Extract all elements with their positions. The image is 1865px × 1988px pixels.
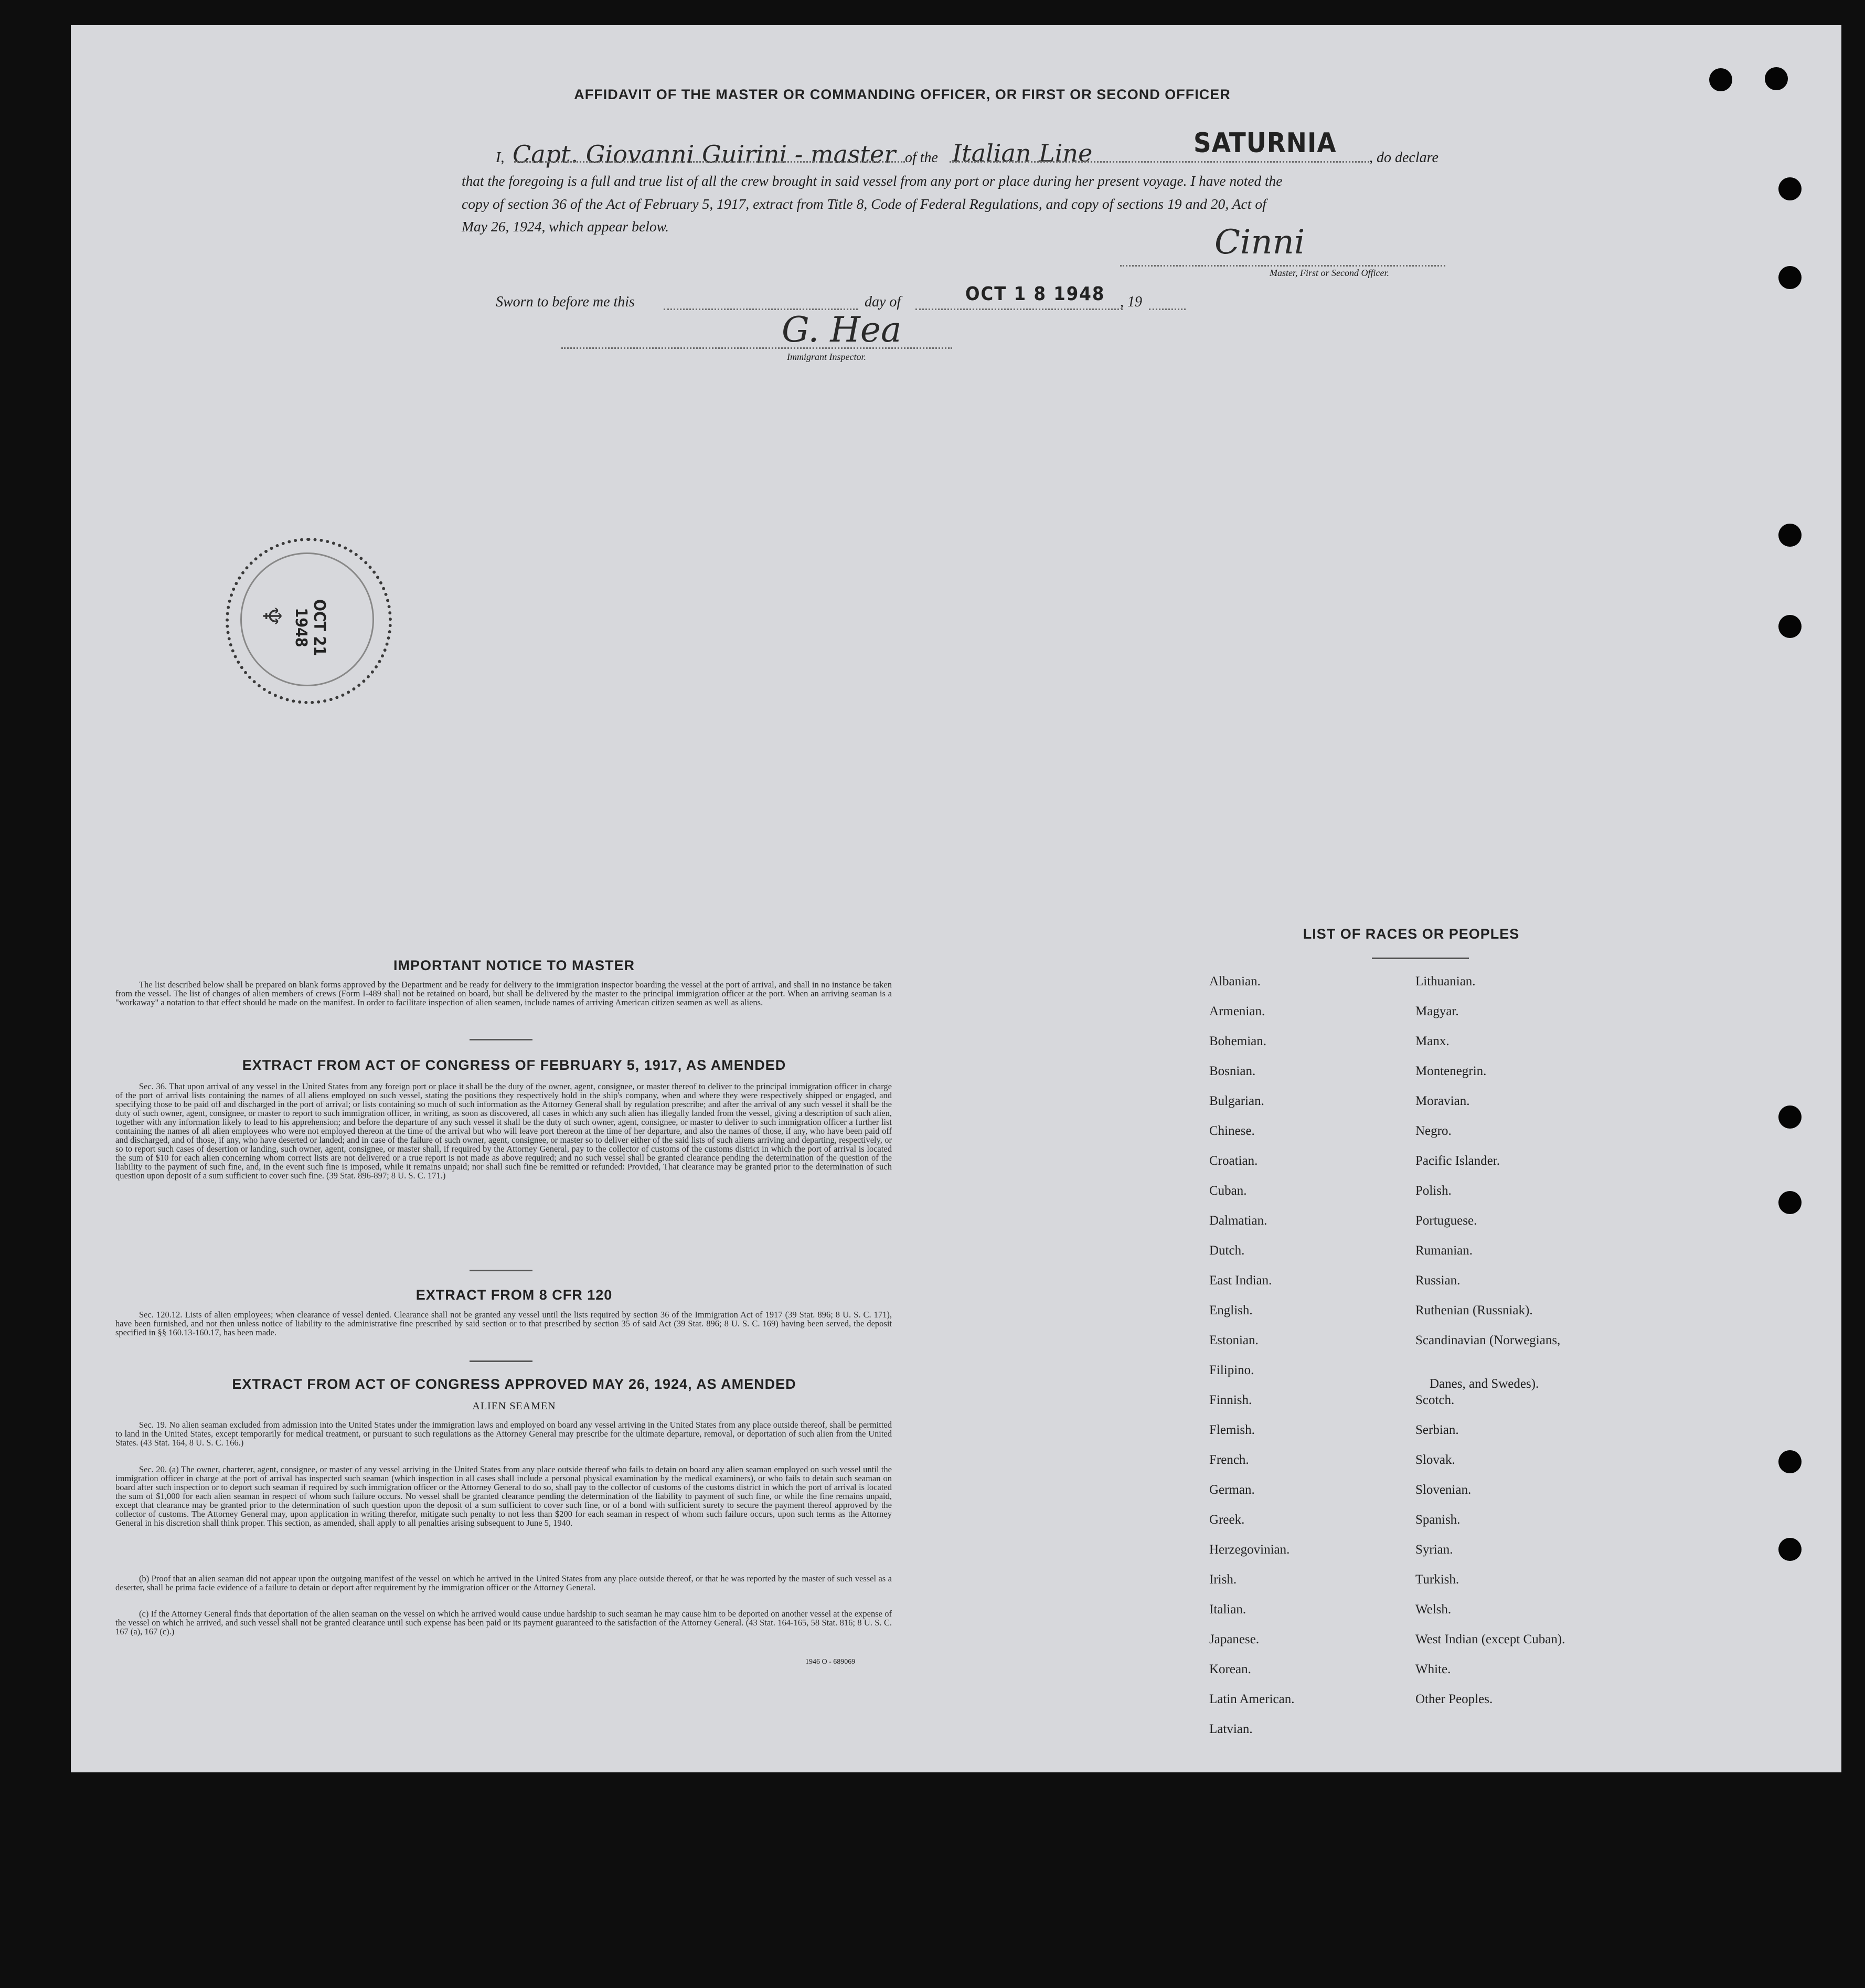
race-item: French.	[1209, 1453, 1249, 1467]
race-item: Estonian.	[1209, 1333, 1259, 1347]
inspector-signature: G. Hea	[782, 310, 902, 350]
extract-1924-sec20b: (b) Proof that an alien seaman did not appear upon the outgoing manifest of the vessel on which he arrived in the United States from any place outside thereof, or that he was reported by the master of such vessel as a deserter, shall be prima facie evidence of a failure to detain or deport after requirement by the immigration officer or the Attorney General.	[115, 1574, 892, 1592]
race-item: Finnish.	[1209, 1393, 1252, 1407]
punch-hole	[1778, 615, 1802, 638]
race-item: Syrian.	[1415, 1543, 1453, 1557]
affidavit-line-1	[496, 127, 1448, 176]
race-item: Bulgarian.	[1209, 1094, 1264, 1108]
race-item: Rumanian.	[1415, 1243, 1473, 1258]
extract-1917-title: EXTRACT FROM ACT OF CONGRESS OF FEBRUARY 5, 1917, AS AMENDED	[242, 1057, 786, 1073]
seal-symbol-icon: ♆	[257, 604, 285, 628]
race-item: White.	[1415, 1662, 1451, 1676]
race-item: Bohemian.	[1209, 1034, 1267, 1048]
race-item: East Indian.	[1209, 1273, 1272, 1288]
master-signature-line	[1120, 265, 1445, 267]
year-prefix: , 19	[1120, 294, 1142, 310]
race-item: Portuguese.	[1415, 1214, 1477, 1228]
extract-1924-title: EXTRACT FROM ACT OF CONGRESS APPROVED MAY 26, 1924, AS AMENDED	[232, 1376, 796, 1392]
race-item: Cuban.	[1209, 1184, 1247, 1198]
punch-hole	[1765, 67, 1788, 90]
cfr-title: EXTRACT FROM 8 CFR 120	[415, 1287, 613, 1303]
master-signature: Cinni	[1214, 223, 1305, 262]
master-signature-label: Master, First or Second Officer.	[1270, 268, 1389, 278]
race-item: Greek.	[1209, 1513, 1245, 1527]
race-item: Italian.	[1209, 1602, 1246, 1617]
divider	[470, 1360, 532, 1362]
race-item: Montenegrin.	[1415, 1064, 1487, 1078]
date-line	[915, 309, 1123, 310]
race-item: West Indian (except Cuban).	[1415, 1632, 1565, 1646]
race-item: Korean.	[1209, 1662, 1251, 1676]
i-prefix: I,	[496, 150, 505, 166]
race-item: Irish.	[1209, 1572, 1237, 1587]
date-stamp: OCT 1 8 1948	[965, 283, 1105, 305]
seal-date: OCT 21 1948	[292, 599, 328, 656]
extract-1917-body: Sec. 36. That upon arrival of any vessel in the United States from any foreign port or place it shall be the duty of the owner, agent, consignee, or master thereof to deliver to the principal immigration officer in charge of the port of arrival lists containing the names of all aliens employed on such vessel, stating the positions they respectively hold in the ship's company, when and where they were respectively shipped or engaged, and specifying those to be paid off and discharged in the port of arrival; or lists containing so much of such information as the Attorney General shall by regulation prescribe; and after the arrival of any such vessel it shall be the duty of such owner, agent, consignee, or master to report to such immigration officer, in writing, as soon as discovered, all cases in which any such alien has illegally landed from the vessel, giving a description of such alien, together with any information likely to lead to his apprehension; and before the departure of any such vessel it shall be the duty of such owner, agent, consignee, or master to deliver to such immigration officer a further list containing the names of all alien employees who were not employed thereon at the time of the arrival but who will leave port thereon at the time of her departure, and also the names of those, if any, who have been paid off and discharged, and of those, if any, who have deserted or landed; and in case of the failure of such owner, agent, consignee, or master so to deliver either of the said lists of such aliens arriving and departing, respectively, or so to report such cases of desertion or landing, such owner, agent, consignee, or master shall, if required by the Attorney General, pay to the collector of customs of the customs district in which the port of arrival is located the sum of $10 for each alien concerning whom correct lists are not delivered or a true report is not made as above required; and no such vessel shall be granted clearance pending the determination of the question of the liability to the payment of such fine, and, in the event such fine is imposed, while it remains unpaid; nor shall such fine be remitted or refunded: Provided, That clearance may be granted prior to the determination of such question upon deposit of a sum sufficient to cover such fine. (39 Stat. 896-897; 8 U. S. C. 171.)	[115, 1081, 892, 1181]
master-name-line	[514, 161, 905, 163]
race-item: Other Peoples.	[1415, 1692, 1493, 1706]
race-item: Herzegovinian.	[1209, 1543, 1290, 1557]
race-item: Lithuanian.	[1415, 974, 1476, 988]
race-item: Armenian.	[1209, 1004, 1265, 1018]
race-item: Albanian.	[1209, 974, 1261, 988]
line-type: Italian Line	[952, 139, 1093, 167]
do-declare: , do declare	[1369, 150, 1438, 166]
race-item: Welsh.	[1415, 1602, 1452, 1617]
race-item: Slovak.	[1415, 1453, 1455, 1467]
race-item: Latvian.	[1209, 1722, 1253, 1736]
divider	[470, 1270, 532, 1271]
race-item: Negro.	[1415, 1124, 1452, 1138]
notice-body: The list described below shall be prepared on blank forms approved by the Department and be ready for delivery to the immigration inspector boarding the vessel at the port of arrival, and shall in no instance be taken from the vessel. The list of changes of alien members of crews (Form I-489 shall not be retained on board, but shall be delivered by the master to the principal immigration officer at the port. When an arriving seaman is a "workaway" a notation to that effect should be made on the manifest. In order to facilitate inspection of alien seamen, include names of arriving American citizen seamen as well as aliens.	[115, 980, 892, 1007]
races-title: LIST OF RACES OR PEOPLES	[1303, 926, 1520, 942]
race-item: Spanish.	[1415, 1513, 1461, 1527]
race-item: Scandinavian (Norwegians,	[1415, 1333, 1561, 1347]
punch-hole	[1778, 1105, 1802, 1129]
race-item: Croatian.	[1209, 1154, 1258, 1168]
extract-1924-sec19: Sec. 19. No alien seaman excluded from admission into the United States under the immigration laws and employed on board any vessel arriving in the United States from any place outside thereof, shall be permitted to land in the United States, except temporarily for medical treatment, or pursuant to such regulations as the Attorney General may prescribe for the ultimate departure, removal, or deportation of such alien from the United States. (43 Stat. 164, 8 U. S. C. 166.)	[115, 1420, 892, 1448]
race-item: Polish.	[1415, 1184, 1452, 1198]
race-item: Danes, and Swedes).	[1430, 1377, 1539, 1391]
year-line	[1149, 309, 1186, 310]
inspector-label: Immigrant Inspector.	[787, 352, 866, 362]
affidavit-line-4: May 26, 1924, which appear below.	[462, 218, 669, 235]
race-item: Dalmatian.	[1209, 1214, 1267, 1228]
notice-title: IMPORTANT NOTICE TO MASTER	[393, 958, 635, 973]
punch-hole	[1778, 1450, 1802, 1473]
extract-1924-sec20a: Sec. 20. (a) The owner, charterer, agent, consignee, or master of any vessel arriving in the United States from any place outside thereof who fails to detain on board any alien seaman employed on such vessel until the immigration officer in charge at the port of arrival has inspected such seaman (which inspection in all cases shall include a personal physical examination by the medical examiners), or who fails to detain such seaman on board after such inspection or to deport such seaman if required by such immigration officer or the Attorney General to do so, shall pay to the collector of customs of the customs district in which the port of arrival is located the sum of $1,000 for each alien seaman in respect of whom such failure occurs. No vessel shall be granted clearance pending the determination of the liability to payment of such fine, or while the fine remains unpaid, except that clearance may be granted prior to the determination of such question upon the deposit of a sum sufficient to cover such fine, or of a bond with sufficient surety to secure the payment thereof approved by the collector of customs. The Attorney General may, upon application in writing therefor, mitigate such penalty to not less than $200 for each seaman in respect of whom such failure occurs, upon such terms as the Attorney General in his discretion shall think proper. This section, as amended, shall apply to all penalties arising subsequent to June 5, 1940.	[115, 1464, 892, 1528]
race-item: Bosnian.	[1209, 1064, 1256, 1078]
punch-hole	[1709, 68, 1732, 91]
race-item: Latin American.	[1209, 1692, 1295, 1706]
sworn-text: Sworn to before me this	[496, 294, 635, 310]
vessel-line	[950, 161, 1369, 163]
master-name: Capt. Giovanni Guirini - master	[513, 140, 896, 168]
day-of-label: day of	[865, 294, 901, 310]
affidavit-line-3: copy of section 36 of the Act of February 5, 1917, extract from Title 8, Code of Federal Regulations, and copy of sections 19 and 20, Act of	[462, 196, 1266, 212]
inspector-signature-line	[561, 347, 952, 349]
punch-hole	[1778, 266, 1802, 289]
vessel-name-stamp: SATURNIA	[1193, 127, 1337, 159]
divider	[470, 1039, 532, 1040]
race-item: Slovenian.	[1415, 1483, 1472, 1497]
race-item: Filipino.	[1209, 1363, 1254, 1377]
race-item: Moravian.	[1415, 1094, 1470, 1108]
of-the-label: of the	[905, 150, 938, 166]
race-item: Russian.	[1415, 1273, 1461, 1288]
extract-1924-subtitle: ALIEN SEAMEN	[472, 1400, 556, 1412]
divider	[1372, 958, 1469, 959]
affidavit-line-2: that the foregoing is a full and true list of all the crew brought in said vessel from any port or place during her present voyage. I have noted the	[462, 173, 1283, 189]
race-item: Dutch.	[1209, 1243, 1245, 1258]
punch-hole	[1778, 177, 1802, 200]
cfr-body: Sec. 120.12. Lists of alien employees; when clearance of vessel denied. Clearance shall not be granted any vessel until the lists required by section 36 of the Immigration Act of 1917 (39 Stat. 896; 8 U. S. C. 171), have been furnished, and not then unless notice of liability to the administrative fine prescribed by said section or to that prescribed by section 35 of said Act (39 Stat. 896; 8 U. S. C. 169) having been served, the deposit specified in §§ 160.13-160.17, has been made.	[115, 1310, 892, 1337]
inspection-seal	[226, 538, 392, 704]
race-item: Manx.	[1415, 1034, 1450, 1048]
punch-hole	[1778, 1538, 1802, 1561]
punch-hole	[1778, 1191, 1802, 1214]
race-item: Pacific Islander.	[1415, 1154, 1500, 1168]
print-code: 1946 O - 689069	[805, 1658, 856, 1666]
race-item: German.	[1209, 1483, 1255, 1497]
race-item: Serbian.	[1415, 1423, 1459, 1437]
race-item: Flemish.	[1209, 1423, 1255, 1437]
race-item: Japanese.	[1209, 1632, 1260, 1646]
race-item: Turkish.	[1415, 1572, 1459, 1587]
punch-hole	[1778, 524, 1802, 547]
race-item: Magyar.	[1415, 1004, 1459, 1018]
race-item: Chinese.	[1209, 1124, 1255, 1138]
race-item: English.	[1209, 1303, 1253, 1317]
extract-1924-sec20c: (c) If the Attorney General finds that deportation of the alien seaman on the vessel on which he arrived would cause undue hardship to such seaman he may cause him to be deported on another vessel at the expense of the vessel on which he arrived, and such vessel shall not be granted clearance until such expense has been paid or its payment guaranteed to the satisfaction of the Attorney General. (43 Stat. 164-165, 58 Stat. 816; 8 U. S. C. 167 (a), 167 (c).)	[115, 1609, 892, 1636]
affidavit-title: AFFIDAVIT OF THE MASTER OR COMMANDING OFFICER, OR FIRST OR SECOND OFFICER	[574, 87, 1231, 102]
race-item: Ruthenian (Russniak).	[1415, 1303, 1533, 1317]
race-item: Scotch.	[1415, 1393, 1455, 1407]
